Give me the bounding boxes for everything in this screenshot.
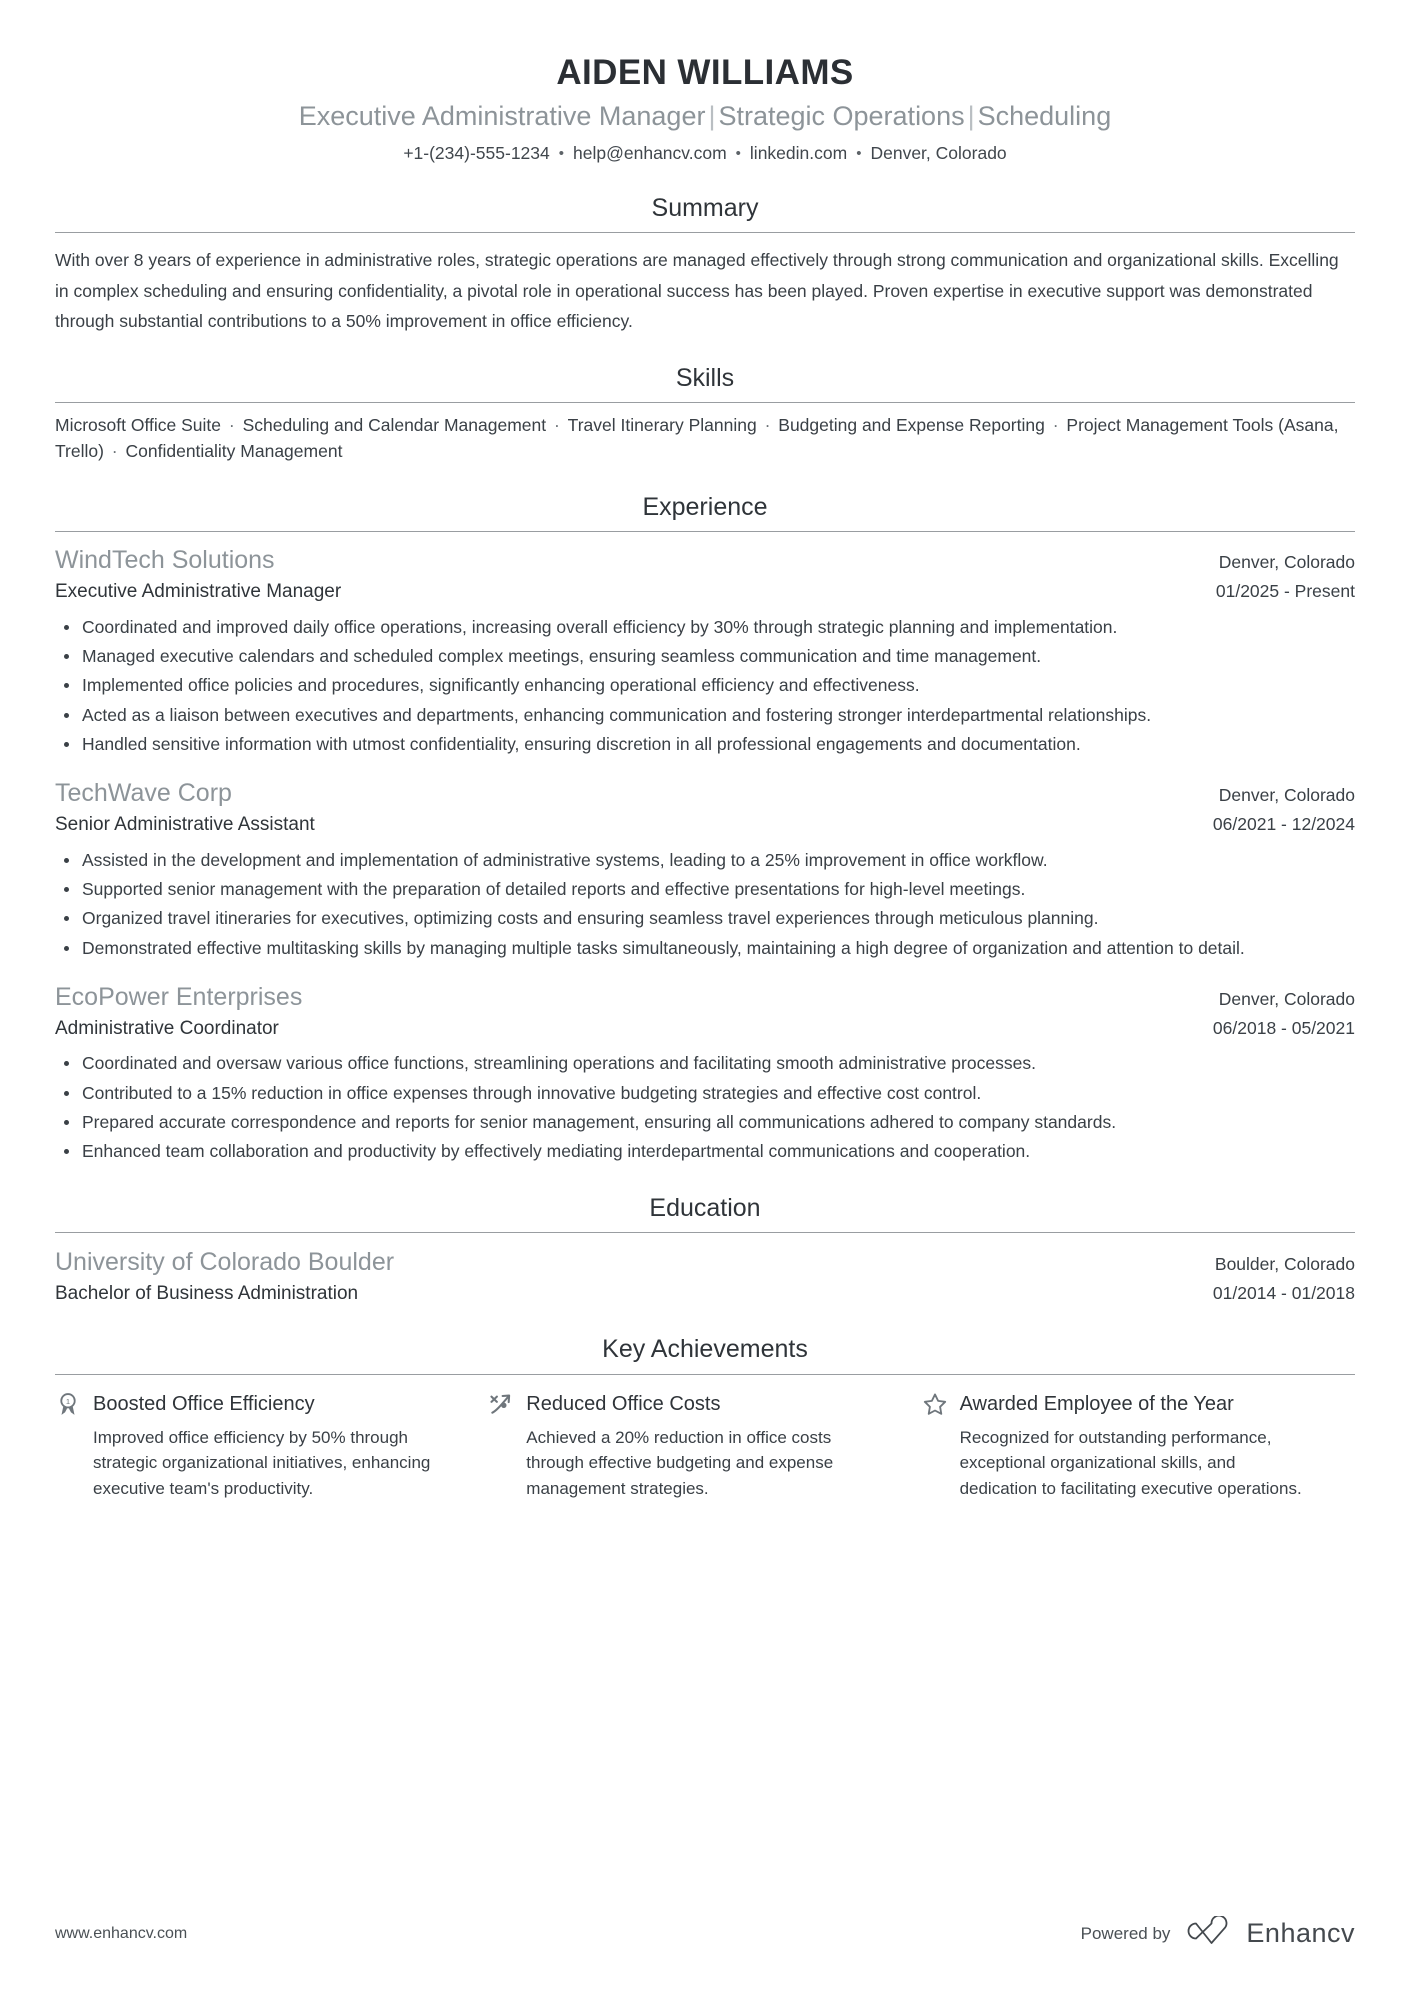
job-bullet: Acted as a liaison between executives and departments, enhancing communication and fostering stronger interdepartmental relationships. bbox=[55, 701, 1355, 729]
skills-section bbox=[55, 362, 1355, 465]
experience-section bbox=[55, 491, 1355, 1166]
job-dates: 06/2021 - 12/2024 bbox=[1212, 813, 1355, 834]
job-bullet: Demonstrated effective multitasking skills by managing multiple tasks simultaneously, maintaining a high degree of organization and attention to detail. bbox=[55, 934, 1355, 962]
skill-item: Project Management Tools (Asana, Trello) bbox=[55, 415, 1339, 462]
achievement-item bbox=[922, 1391, 1355, 1502]
contact-location: Denver, Colorado bbox=[870, 143, 1007, 164]
company-name: TechWave Corp bbox=[55, 779, 232, 808]
contact-email[interactable]: help@enhancv.com bbox=[573, 143, 727, 164]
achievement-header bbox=[55, 1391, 444, 1417]
experience-entry-header bbox=[55, 981, 1355, 1015]
page-footer bbox=[55, 1916, 1355, 1951]
skill-separator: · bbox=[106, 441, 123, 462]
achievement-item bbox=[488, 1391, 921, 1502]
achievement-title: Boosted Office Efficiency bbox=[93, 1392, 315, 1415]
degree-name: Bachelor of Business Administration bbox=[55, 1282, 359, 1304]
summary-section bbox=[55, 192, 1355, 336]
headline-part-3: Scheduling bbox=[977, 101, 1112, 131]
achievements-grid bbox=[55, 1375, 1355, 1502]
skills-list bbox=[55, 403, 1355, 465]
job-bullet: Coordinated and oversaw various office functions, streamlining operations and facilitating smooth administrative processes. bbox=[55, 1049, 1355, 1077]
headline-separator-1: | bbox=[708, 101, 716, 131]
experience-entry-subheader bbox=[55, 1015, 1355, 1043]
achievement-description: Achieved a 20% reduction in office costs through effective budgeting and expense management strategies. bbox=[526, 1427, 834, 1498]
job-location: Denver, Colorado bbox=[1218, 552, 1355, 573]
experience-entry-header bbox=[55, 777, 1355, 811]
skill-item: Microsoft Office Suite bbox=[55, 415, 221, 436]
summary-section-title: Summary bbox=[651, 193, 759, 222]
enhancv-logo-icon bbox=[1184, 1916, 1236, 1951]
powered-by-label: Powered by bbox=[1080, 1923, 1171, 1943]
school-name: University of Colorado Boulder bbox=[55, 1248, 395, 1277]
job-bullet: Enhanced team collaboration and productivity by effectively mediating interdepartmental communications and cooperation. bbox=[55, 1137, 1355, 1165]
skill-item: Budgeting and Expense Reporting bbox=[778, 415, 1045, 436]
education-dates: 01/2014 - 01/2018 bbox=[1212, 1282, 1355, 1303]
job-bullet: Organized travel itineraries for executives, optimizing costs and ensuring seamless travel experiences through meticulous planning. bbox=[55, 904, 1355, 932]
experience-entries bbox=[55, 532, 1355, 1165]
job-bullet: Contributed to a 15% reduction in office expenses through innovative budgeting strategies and effective cost control. bbox=[55, 1079, 1355, 1107]
svg-text:1: 1 bbox=[65, 1396, 71, 1406]
job-bullet: Assisted in the development and implementation of administrative systems, leading to a 25% improvement in office workflow. bbox=[55, 846, 1355, 874]
experience-entry-subheader bbox=[55, 578, 1355, 606]
company-name: WindTech Solutions bbox=[55, 546, 275, 575]
job-dates: 01/2025 - Present bbox=[1215, 580, 1355, 601]
job-bullet-list bbox=[55, 1042, 1355, 1165]
experience-entry bbox=[55, 532, 1355, 758]
enhancv-brand bbox=[1184, 1916, 1355, 1951]
headline-part-2: Strategic Operations bbox=[718, 101, 965, 131]
headline-separator-2: | bbox=[967, 101, 975, 131]
skill-item: Confidentiality Management bbox=[125, 441, 343, 462]
achievement-header bbox=[922, 1391, 1311, 1417]
job-bullet: Managed executive calendars and scheduled complex meetings, ensuring seamless communication and time management. bbox=[55, 642, 1355, 670]
experience-entry-header bbox=[55, 544, 1355, 578]
job-bullet: Supported senior management with the preparation of detailed reports and effective presentations for high-level meetings. bbox=[55, 875, 1355, 903]
job-location: Denver, Colorado bbox=[1218, 988, 1355, 1009]
job-dates: 06/2018 - 05/2021 bbox=[1212, 1017, 1355, 1038]
contact-separator-1: • bbox=[558, 145, 565, 163]
star-icon bbox=[922, 1391, 948, 1417]
footer-website[interactable]: www.enhancv.com bbox=[55, 1924, 188, 1942]
achievements-section bbox=[55, 1333, 1355, 1501]
skills-section-title: Skills bbox=[675, 363, 735, 392]
skill-item: Travel Itinerary Planning bbox=[567, 415, 757, 436]
contact-phone: +1-(234)-555-1234 bbox=[403, 143, 550, 164]
achievement-description: Improved office efficiency by 50% through strategic organizational initiatives, enhancing executive team's productivity. bbox=[93, 1427, 431, 1498]
education-section-title: Education bbox=[649, 1193, 761, 1222]
skill-separator: · bbox=[549, 415, 565, 436]
company-name: EcoPower Enterprises bbox=[55, 982, 303, 1011]
experience-entry bbox=[55, 759, 1355, 962]
growth-arrow-icon bbox=[488, 1391, 514, 1417]
job-bullet: Coordinated and improved daily office operations, increasing overall efficiency by 30% through strategic planning and implementation. bbox=[55, 613, 1355, 641]
job-title: Senior Administrative Assistant bbox=[55, 813, 315, 835]
resume-header bbox=[55, 40, 1355, 166]
achievement-title: Reduced Office Costs bbox=[526, 1392, 721, 1415]
achievement-item bbox=[55, 1391, 488, 1502]
education-section bbox=[55, 1192, 1355, 1308]
contact-line bbox=[55, 141, 1355, 166]
contact-linkedin[interactable]: linkedin.com bbox=[749, 143, 848, 164]
skill-separator: · bbox=[224, 415, 240, 436]
job-title: Administrative Coordinator bbox=[55, 1017, 279, 1039]
education-entry-header bbox=[55, 1246, 1355, 1280]
achievements-section-title: Key Achievements bbox=[602, 1335, 808, 1364]
skill-separator: · bbox=[1047, 415, 1064, 436]
headline-part-1: Executive Administrative Manager bbox=[298, 101, 706, 131]
job-title: Executive Administrative Manager bbox=[55, 580, 342, 602]
candidate-name: AIDEN WILLIAMS bbox=[556, 53, 854, 92]
footer-branding bbox=[1081, 1916, 1355, 1951]
job-location: Denver, Colorado bbox=[1218, 785, 1355, 806]
achievement-header bbox=[488, 1391, 877, 1417]
award-medal-icon bbox=[55, 1391, 81, 1417]
enhancv-brand-name: Enhancv bbox=[1246, 1918, 1355, 1948]
education-entry bbox=[55, 1233, 1355, 1307]
skill-separator: · bbox=[759, 415, 776, 436]
education-entry-subheader bbox=[55, 1280, 1355, 1308]
achievement-description: Recognized for outstanding performance, exceptional organizational skills, and dedication to facilitating executive operations. bbox=[959, 1427, 1302, 1498]
school-location: Boulder, Colorado bbox=[1214, 1254, 1355, 1275]
achievement-title: Awarded Employee of the Year bbox=[959, 1392, 1234, 1415]
experience-entry-subheader bbox=[55, 811, 1355, 839]
experience-entry bbox=[55, 963, 1355, 1166]
candidate-headline bbox=[55, 98, 1355, 134]
job-bullet: Handled sensitive information with utmost confidentiality, ensuring discretion in all professional engagements and documentation. bbox=[55, 730, 1355, 758]
summary-text: With over 8 years of experience in administrative roles, strategic operations are managed effectively through strong communication and organizational skills. Excelling in complex scheduling and ensuring confidentiality, a pivotal role in operational success has been played. Proven expertise in executive support was demonstrated through substantial contributions to a 50% improvement in office efficiency. bbox=[55, 250, 1339, 331]
job-bullet-list bbox=[55, 606, 1355, 759]
job-bullet-list bbox=[55, 839, 1355, 962]
job-bullet: Implemented office policies and procedures, significantly enhancing operational efficiency and effectiveness. bbox=[55, 671, 1355, 699]
contact-separator-3: • bbox=[856, 145, 862, 163]
experience-section-title: Experience bbox=[642, 492, 768, 521]
skill-item: Scheduling and Calendar Management bbox=[242, 415, 547, 436]
contact-separator-2: • bbox=[735, 145, 741, 163]
job-bullet: Prepared accurate correspondence and reports for senior management, ensuring all communications adhered to company standards. bbox=[55, 1108, 1355, 1136]
education-entries bbox=[55, 1233, 1355, 1307]
